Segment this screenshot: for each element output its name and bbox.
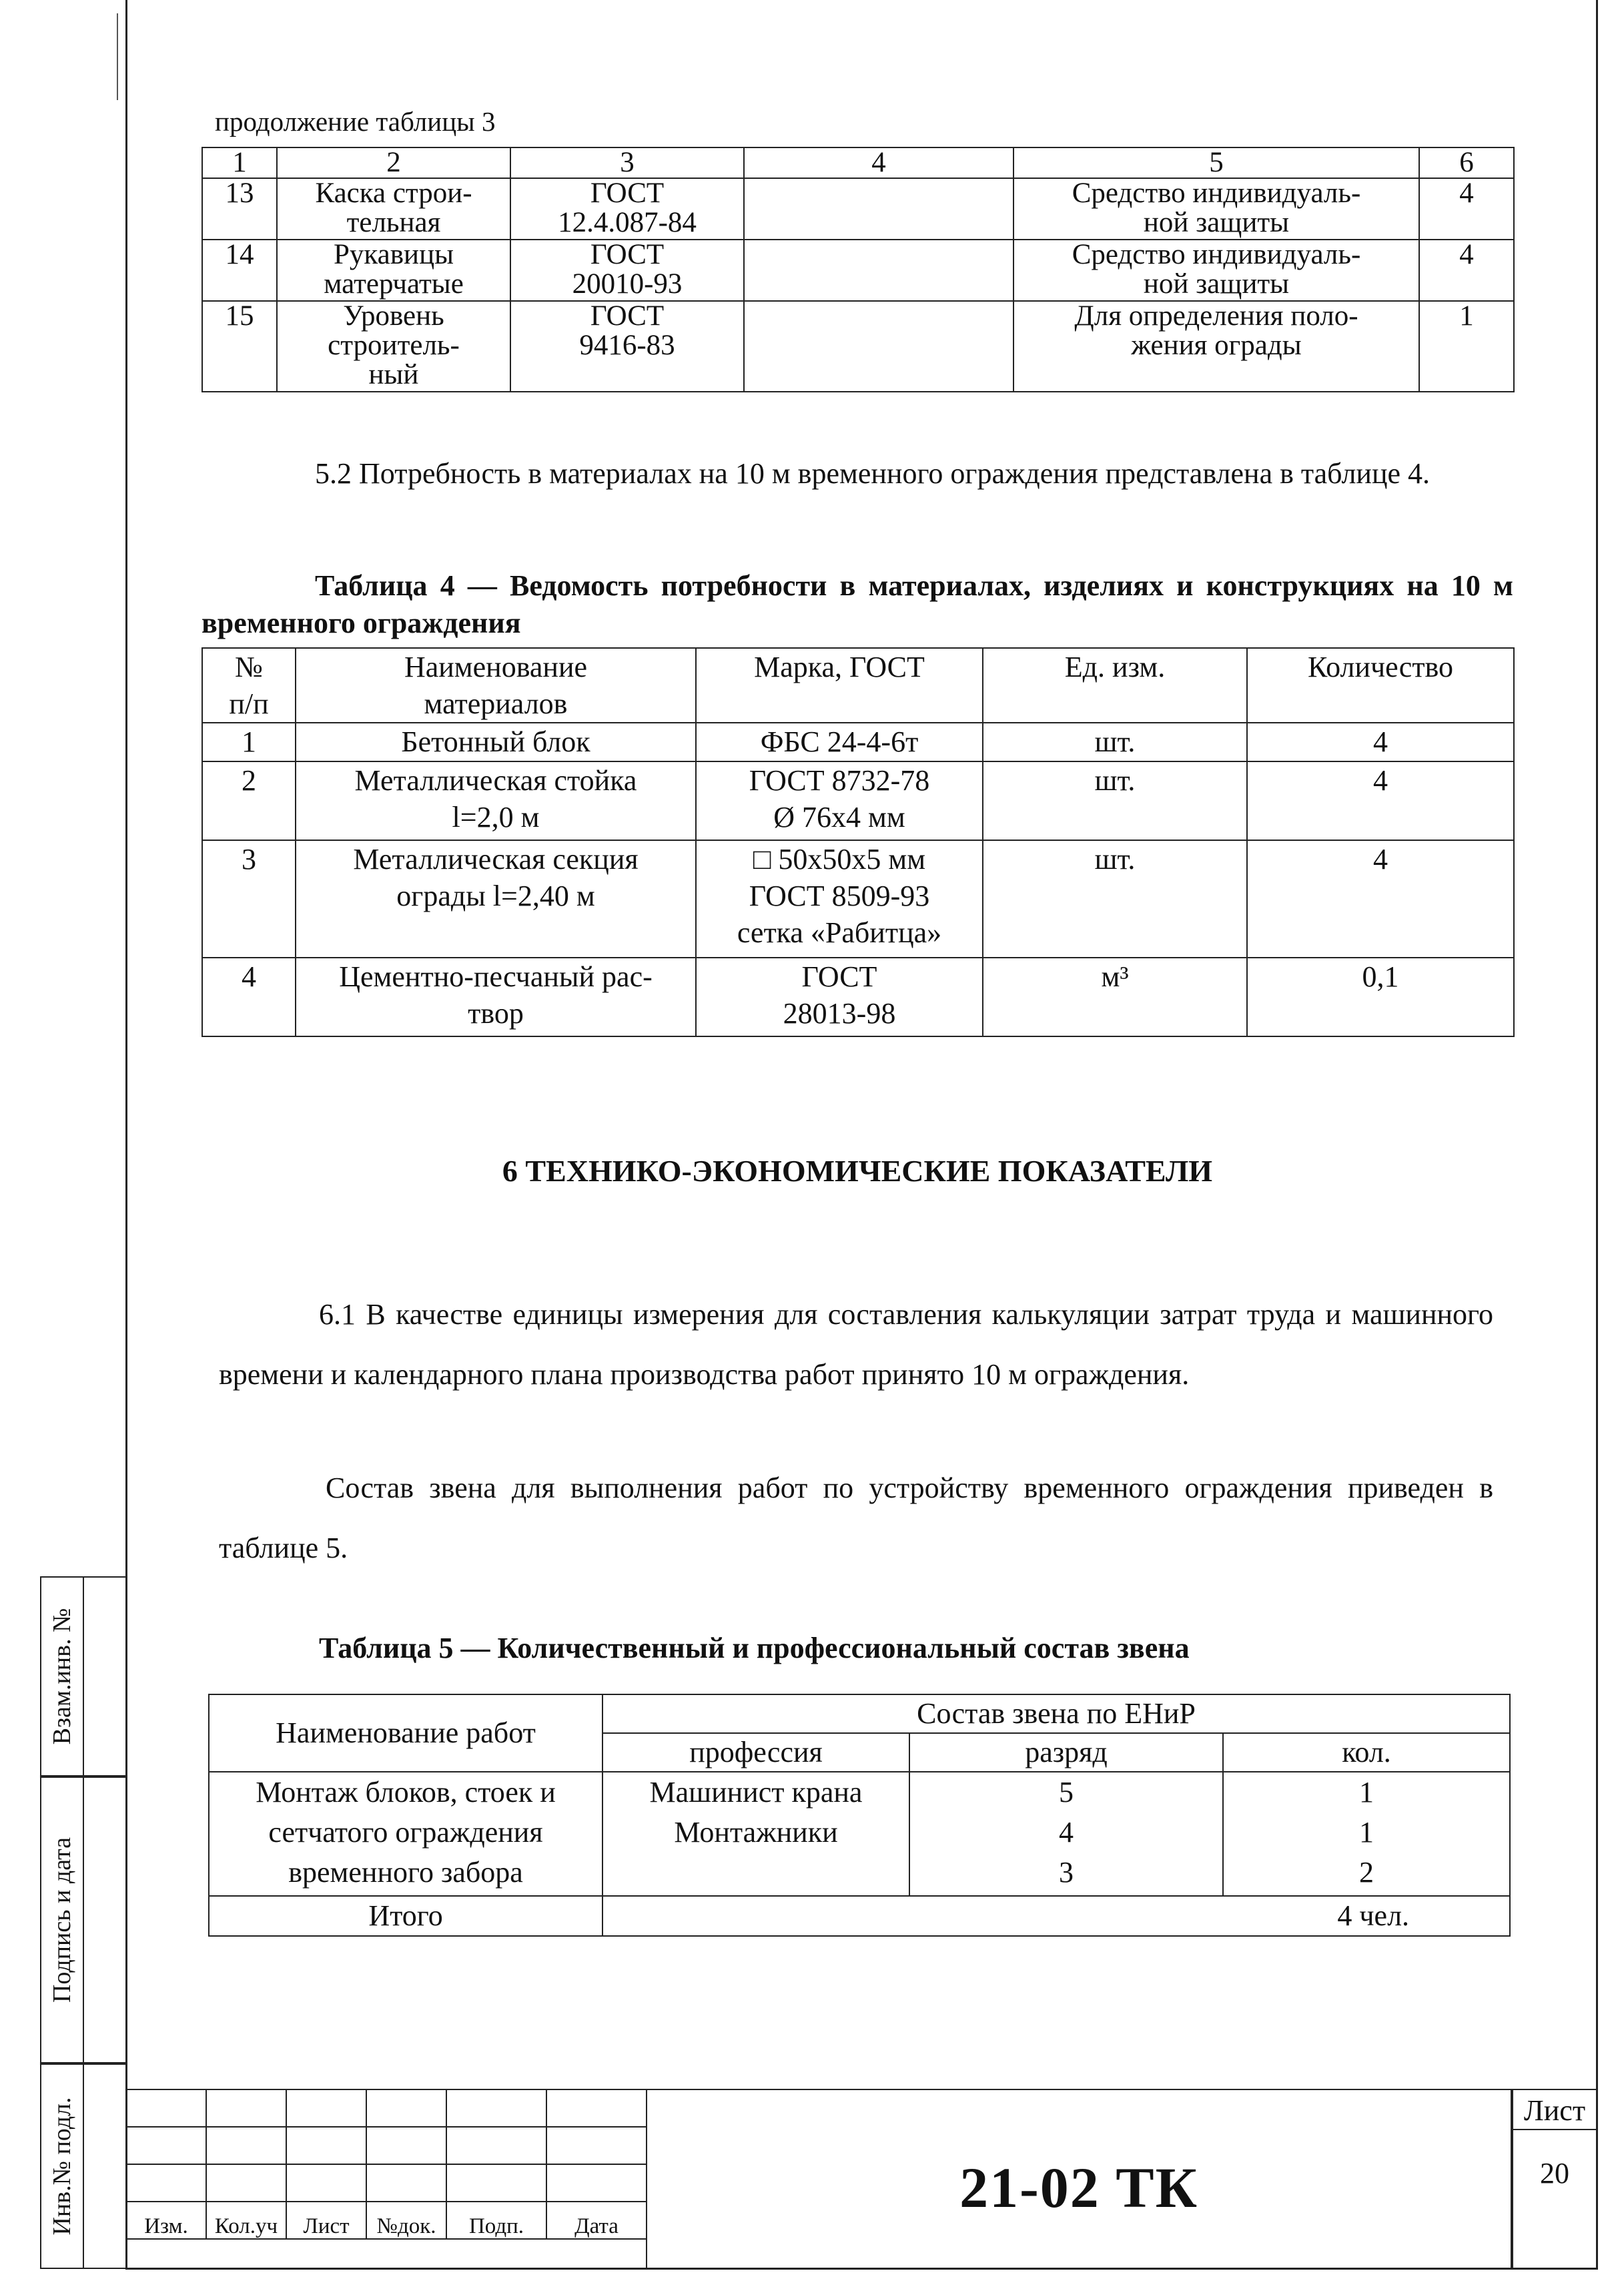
title-block-label: Лист <box>286 2202 366 2239</box>
frame-bottom-border <box>125 2268 1598 2270</box>
table-cell: 15 <box>202 301 277 392</box>
frame-left-border <box>125 0 127 2269</box>
table-cell: 4 <box>1419 178 1514 240</box>
table3-header-cell: 4 <box>744 147 1013 178</box>
table-cell: 1 1 2 <box>1223 1772 1510 1896</box>
table-cell: Уровень строитель- ный <box>277 301 510 392</box>
table4-caption: Таблица 4 — Ведомость потребности в материалах, изделиях и конструкциях на 10 м временного ограждения <box>201 569 1513 639</box>
sheet-number: 20 <box>1512 2130 1596 2268</box>
table-cell <box>126 2164 206 2202</box>
table-cell: 5 4 3 <box>909 1772 1223 1896</box>
table-row <box>209 1772 1510 1896</box>
table-cell <box>286 2127 366 2164</box>
table-row <box>202 761 1514 840</box>
table4-header-cell: Количество <box>1247 648 1514 723</box>
table-cell: Цементно-песчаный рас- твор <box>296 958 696 1036</box>
document-code: 21-02 ТК <box>959 2156 1198 2220</box>
table-cell <box>126 2127 206 2164</box>
section-heading: 6 ТЕХНИКО-ЭКОНОМИЧЕСКИЕ ПОКАЗАТЕЛИ <box>502 1154 1213 1188</box>
table5-group-header: Состав звена по ЕНиР <box>602 1694 1510 1733</box>
title-block-grid <box>125 2089 647 2240</box>
table-cell <box>446 2127 546 2164</box>
table-cell: ГОСТ 9416-83 <box>510 301 744 392</box>
table-cell: шт. <box>983 723 1247 761</box>
table-cell: ФБС 24-4-6т <box>696 723 983 761</box>
table-cell: 3 <box>202 840 296 958</box>
table3 <box>201 147 1515 392</box>
table-cell <box>286 2089 366 2127</box>
table-cell: ГОСТ 28013-98 <box>696 958 983 1036</box>
table-cell <box>546 2127 647 2164</box>
table-row <box>202 178 1514 240</box>
table-row <box>202 240 1514 301</box>
table-cell: ГОСТ 20010-93 <box>510 240 744 301</box>
table5-total-row <box>209 1896 1510 1936</box>
table-cell: 4 чел. <box>602 1896 1510 1936</box>
title-block-labels-row <box>126 2202 647 2239</box>
table-cell <box>546 2089 647 2127</box>
margin-stamp-signature <box>40 1776 125 2063</box>
table3-header-row <box>202 147 1514 178</box>
table-cell <box>206 2164 286 2202</box>
margin-stamp-inventory <box>40 2063 125 2269</box>
table-cell: □ 50х50х5 мм ГОСТ 8509-93 сетка «Рабитца» <box>696 840 983 958</box>
table-cell: 0,1 <box>1247 958 1514 1036</box>
table-cell <box>366 2164 446 2202</box>
table4-header-cell: № п/п <box>202 648 296 723</box>
table5-header-row <box>209 1694 1510 1733</box>
title-block-row <box>126 2164 647 2202</box>
table5-subheader-cell: разряд <box>909 1733 1223 1772</box>
table-cell: 4 <box>1247 723 1514 761</box>
title-block-row <box>126 2089 647 2127</box>
table5 <box>208 1694 1511 1937</box>
table-cell <box>446 2164 546 2202</box>
table4-header-cell: Ед. изм. <box>983 648 1247 723</box>
table-cell <box>206 2127 286 2164</box>
table-cell: Металлическая секция ограды l=2,40 м <box>296 840 696 958</box>
table-cell: 14 <box>202 240 277 301</box>
table-cell: Металлическая стойка l=2,0 м <box>296 761 696 840</box>
table-cell: Каска строи- тельная <box>277 178 510 240</box>
table-cell <box>366 2127 446 2164</box>
table3-header-cell: 1 <box>202 147 277 178</box>
table-cell: Машинист крана Монтажники <box>602 1772 909 1896</box>
title-block-label: Подп. <box>446 2202 546 2239</box>
table-cell: 1 <box>202 723 296 761</box>
sheet-label: Лист <box>1512 2089 1596 2130</box>
table-cell: 13 <box>202 178 277 240</box>
table4-header-row <box>202 648 1514 723</box>
table5-caption: Таблица 5 — Количественный и профессиональный состав звена <box>319 1632 1190 1664</box>
table3-header-cell: 3 <box>510 147 744 178</box>
table-cell: м³ <box>983 958 1247 1036</box>
title-block-label: Дата <box>546 2202 647 2239</box>
table-cell: Бетонный блок <box>296 723 696 761</box>
table-cell: 4 <box>1419 240 1514 301</box>
table4-header-cell: Марка, ГОСТ <box>696 648 983 723</box>
table-cell <box>546 2164 647 2202</box>
table-cell: ГОСТ 8732-78 Ø 76х4 мм <box>696 761 983 840</box>
table3-header-cell: 2 <box>277 147 510 178</box>
paragraph-5-2: 5.2 Потребность в материалах на 10 м временного ограждения представлена в таблице 4. <box>315 457 1431 490</box>
table4 <box>201 647 1515 1037</box>
table-cell: 2 <box>202 761 296 840</box>
table-cell: 4 <box>1247 840 1514 958</box>
title-block-label: Кол.уч <box>206 2202 286 2239</box>
table-cell: 4 <box>1247 761 1514 840</box>
table-cell: Итого <box>209 1896 602 1936</box>
table-cell <box>126 2089 206 2127</box>
table-cell <box>446 2089 546 2127</box>
binding-mark <box>117 13 118 100</box>
table-cell: шт. <box>983 840 1247 958</box>
table-row <box>202 301 1514 392</box>
margin-stamp-replacement <box>40 1576 125 1776</box>
table-row <box>202 840 1514 958</box>
paragraph-crew: Состав звена для выполнения работ по устройству временного ограждения приведен в таблице 5. <box>219 1472 1493 1564</box>
table-cell: Монтаж блоков, стоек и сетчатого ограждения временного забора <box>209 1772 602 1896</box>
table-cell: 4 <box>202 958 296 1036</box>
table-cell <box>744 240 1013 301</box>
margin-label: Подпись и дата <box>48 1837 76 2003</box>
title-block-row <box>126 2127 647 2164</box>
table3-header-cell: 5 <box>1013 147 1419 178</box>
table-cell <box>286 2164 366 2202</box>
margin-label: Взам.инв. № <box>48 1608 76 1745</box>
table4-header-cell: Наименование материалов <box>296 648 696 723</box>
frame-right-border <box>1596 0 1598 2269</box>
table-cell <box>744 178 1013 240</box>
margin-label: Инв.№ подл. <box>48 2097 76 2236</box>
table-cell: Средство индивидуаль- ной защиты <box>1013 178 1419 240</box>
table3-header-cell: 6 <box>1419 147 1514 178</box>
table3-caption: продолжение таблицы 3 <box>215 106 496 137</box>
table-row <box>202 958 1514 1036</box>
table-cell: 1 <box>1419 301 1514 392</box>
table5-subheader-cell: кол. <box>1223 1733 1510 1772</box>
title-block-label: №док. <box>366 2202 446 2239</box>
table5-subheader-cell: профессия <box>602 1733 909 1772</box>
table-row <box>202 723 1514 761</box>
table-cell <box>206 2089 286 2127</box>
table5-header-work: Наименование работ <box>209 1694 602 1772</box>
table-cell: ГОСТ 12.4.087-84 <box>510 178 744 240</box>
table-cell: шт. <box>983 761 1247 840</box>
table-cell: Для определения поло- жения ограды <box>1013 301 1419 392</box>
paragraph-6-1: 6.1 В качестве единицы измерения для составления калькуляции затрат труда и машинного времени и календарного плана производства работ принято 10 м ограждения. <box>219 1298 1493 1391</box>
table-cell: Рукавицы матерчатые <box>277 240 510 301</box>
table-cell <box>744 301 1013 392</box>
title-block-label: Изм. <box>126 2202 206 2239</box>
table-cell <box>366 2089 446 2127</box>
table-cell: Средство индивидуаль- ной защиты <box>1013 240 1419 301</box>
